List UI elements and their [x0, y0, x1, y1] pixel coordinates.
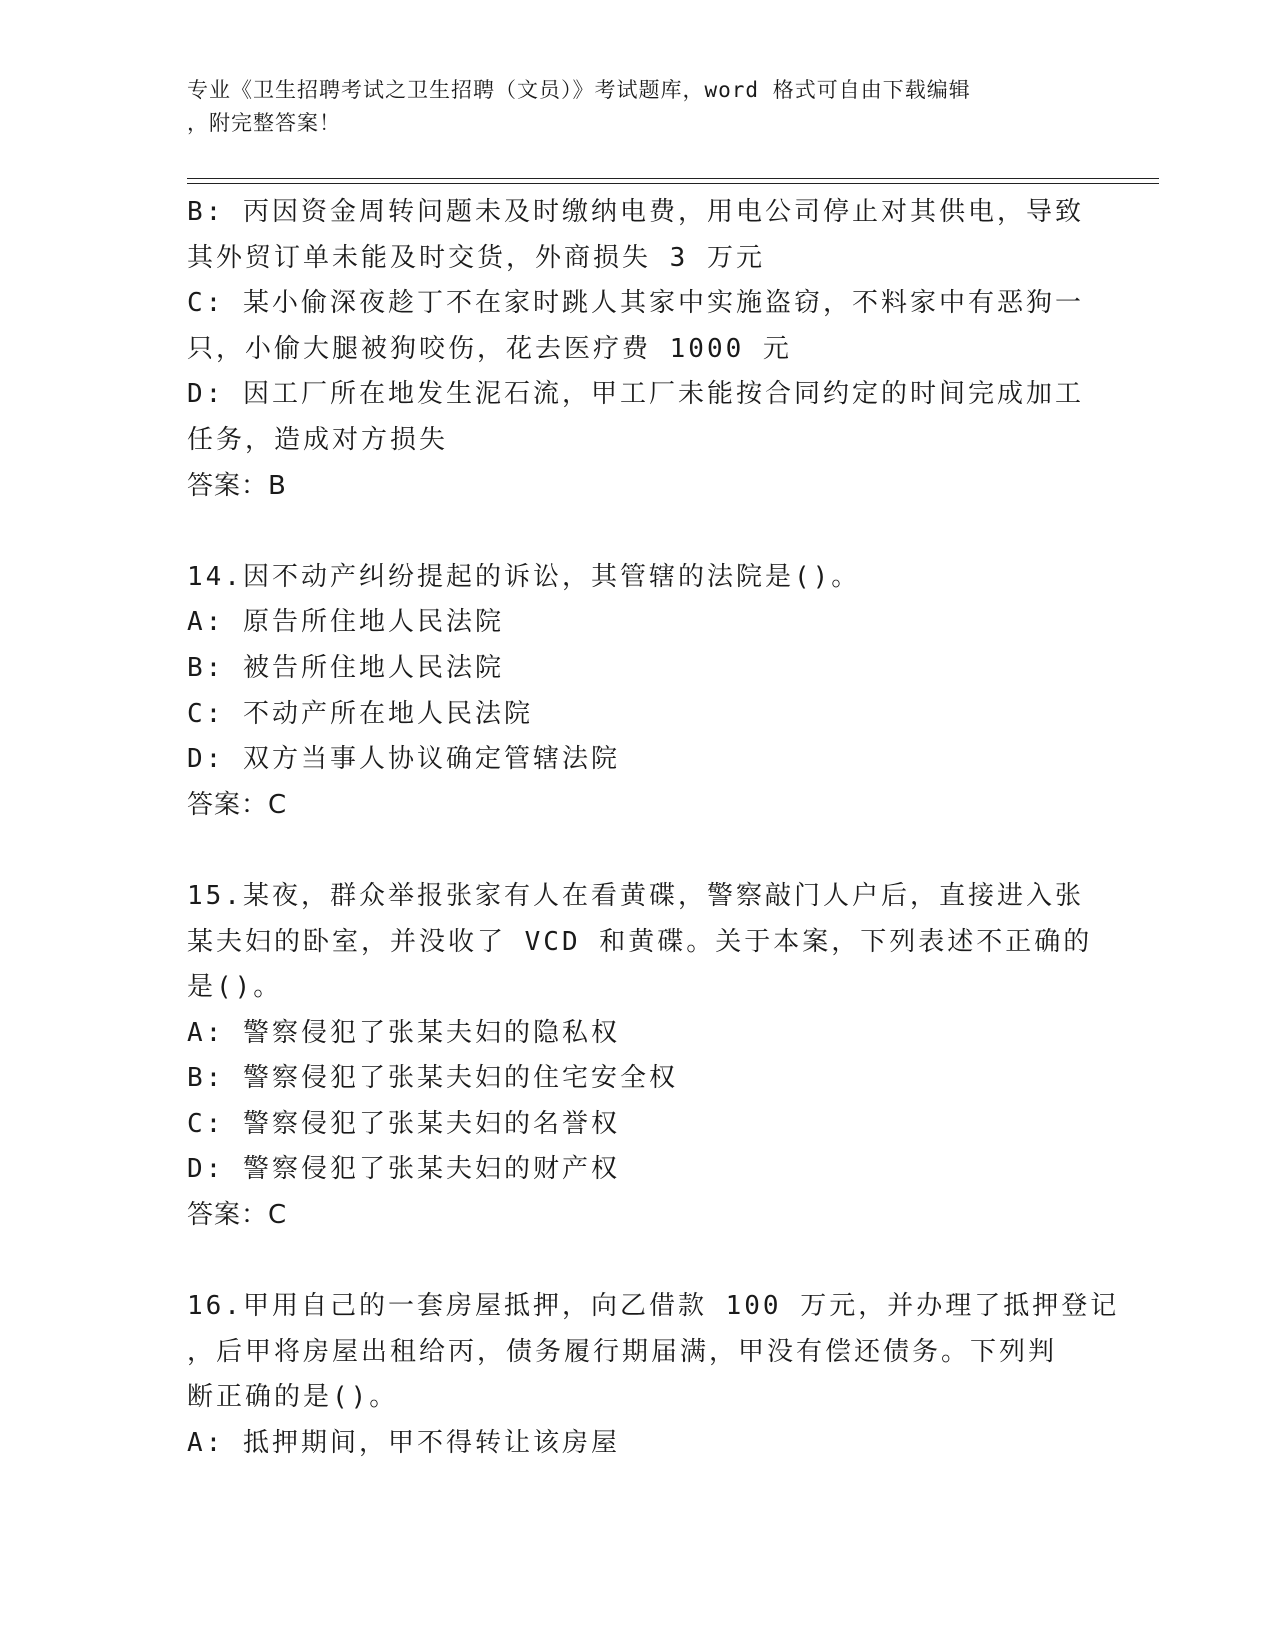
option-d: D: 警察侵犯了张某夫妇的财产权 — [187, 1154, 620, 1185]
spacer — [187, 1239, 1087, 1285]
option-c-line-2: 只，小偷大腿被狗咬伤，花去医疗费 1000 元 — [187, 333, 792, 364]
question-stem-line-3: 断正确的是()。 — [187, 1382, 399, 1413]
header-rule-top — [187, 178, 1159, 179]
option-a: A: 原告所住地人民法院 — [187, 607, 504, 638]
question-list — [187, 190, 1120, 1467]
option-c-line-1: C: 某小偷深夜趁丁不在家时跳人其家中实施盗窃，不料家中有恶狗一 — [187, 288, 1084, 319]
question-13 — [187, 190, 1087, 509]
header-line-2: ，附完整答案！ — [187, 111, 341, 135]
option-c: C: 警察侵犯了张某夫妇的名誉权 — [187, 1108, 620, 1139]
option-b-line-2: 其外贸订单未能及时交货，外商损失 3 万元 — [187, 242, 765, 273]
option-a: A: 警察侵犯了张某夫妇的隐私权 — [187, 1017, 620, 1048]
option-b: B: 警察侵犯了张某夫妇的住宅安全权 — [187, 1063, 678, 1094]
header-rule-bottom — [187, 183, 1159, 184]
option-d: D: 双方当事人协议确定管辖法院 — [187, 744, 620, 775]
question-stem: 14.因不动产纠纷提起的诉讼，其管辖的法院是()。 — [187, 561, 861, 592]
question-stem-line-2: 某夫妇的卧室，并没收了 VCD 和黄碟。关于本案，下列表述不正确的 — [187, 926, 1093, 957]
option-a: A: 抵押期间，甲不得转让该房屋 — [187, 1428, 620, 1459]
option-b: B: 被告所住地人民法院 — [187, 652, 504, 683]
header-line-1: 专业《卫生招聘考试之卫生招聘（文员）》考试题库，word 格式可自由下载编辑 — [187, 78, 971, 102]
answer: 答案：B — [187, 470, 287, 501]
option-d-line-2: 任务，造成对方损失 — [187, 424, 449, 455]
question-16 — [187, 1284, 1120, 1466]
answer: 答案：C — [187, 789, 288, 820]
spacer — [187, 509, 1087, 555]
answer: 答案：C — [187, 1200, 288, 1231]
question-stem-line-3: 是()。 — [187, 972, 283, 1003]
question-stem-line-1: 16.甲用自己的一套房屋抵押，向乙借款 100 万元，并办理了抵押登记 — [187, 1291, 1120, 1322]
question-stem-line-2: ，后甲将房屋出租给丙，债务履行期届满，甲没有偿还债务。下列判 — [187, 1336, 1058, 1367]
spacer — [187, 828, 1087, 874]
question-stem-line-1: 15.某夜，群众举报张家有人在看黄碟，警察敲门人户后，直接进入张 — [187, 880, 1084, 911]
question-15 — [187, 874, 1093, 1239]
option-c: C: 不动产所在地人民法院 — [187, 698, 533, 729]
option-b-line-1: B: 丙因资金周转问题未及时缴纳电费，用电公司停止对其供电，导致 — [187, 197, 1084, 227]
document-header — [187, 74, 1087, 140]
question-14 — [187, 555, 1087, 829]
option-d-line-1: D: 因工厂所在地发生泥石流，甲工厂未能按合同约定的时间完成加工 — [187, 379, 1084, 410]
